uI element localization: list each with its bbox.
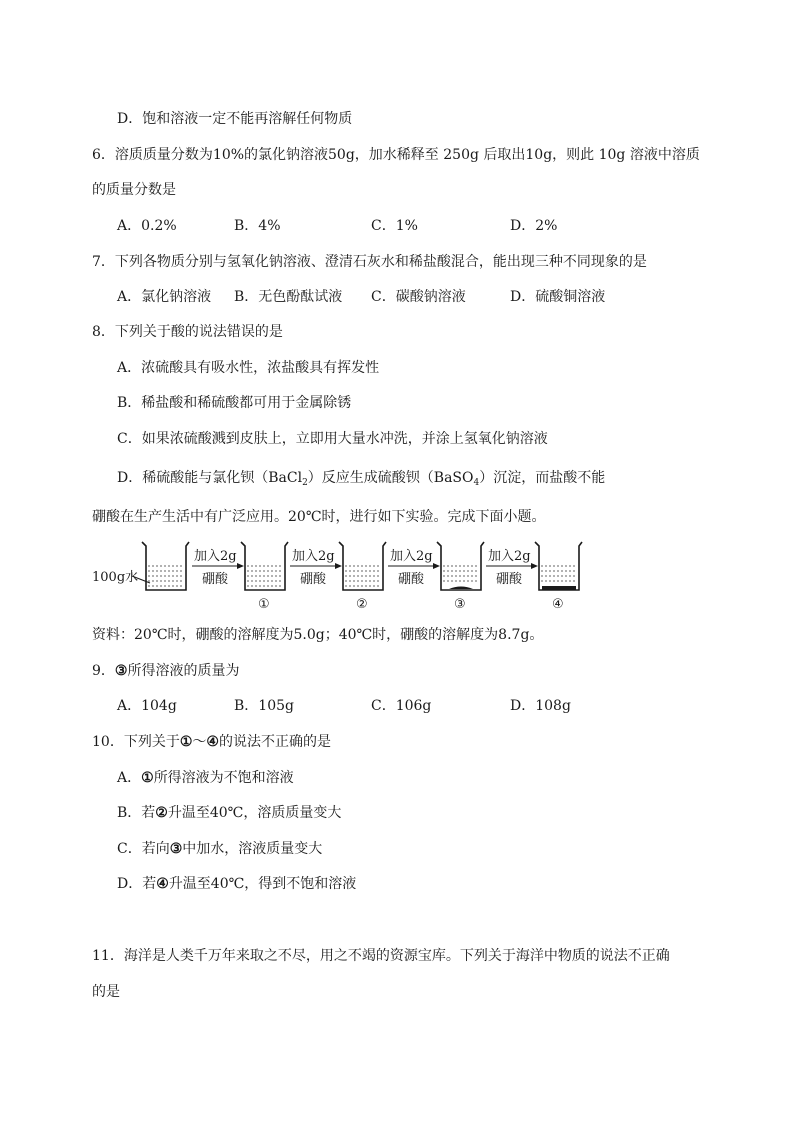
q6-stem-line1: 6．溶质质量分数为10%的氯化钠溶液50g，加水稀释至 250g 后取出10g，则此 10g 溶液中溶质 (92, 147, 700, 163)
q10-option-b-prefix: B．若 (117, 805, 156, 821)
q9-option-a: A．104g (117, 698, 177, 714)
beaker-1-label: ① (258, 597, 270, 612)
arrow-4-top-label: 加入2g (488, 549, 531, 564)
q9-stem (92, 661, 239, 681)
q8-option-d (117, 468, 605, 493)
q7-option-d: D．硫酸铜溶液 (510, 289, 606, 305)
q10-option-d-ref: ④ (156, 876, 169, 892)
q10-option-a-text: 所得溶液为不饱和溶液 (153, 770, 294, 786)
q10-option-b-text: 升温至40℃，溶质质量变大 (167, 805, 342, 821)
beaker-3 (437, 542, 484, 612)
q10-option-c-prefix: C．若向 (117, 841, 170, 857)
arrow-3-top-label: 加入2g (390, 549, 433, 564)
q10-option-a-ref: ① (141, 770, 154, 786)
q10-option-b-ref: ② (155, 805, 168, 821)
add-arrow-4 (486, 548, 538, 587)
q10-option-c (117, 839, 322, 859)
q6-option-d: D．2% (510, 218, 558, 234)
q6-option-c: C．1% (371, 218, 418, 234)
q10-option-d (117, 874, 356, 894)
q7-option-a: A．氯化钠溶液 (117, 289, 212, 305)
q5-option-d: D．饱和溶液一定不能再溶解任何物质 (117, 111, 353, 127)
beaker-2-label: ② (356, 597, 368, 612)
beaker-3-precipitate (449, 587, 473, 590)
add-arrow-3 (388, 548, 440, 587)
q9-stem-text: 所得溶液的质量为 (127, 663, 240, 679)
q8-stem: 8．下列关于酸的说法错误的是 (92, 324, 283, 340)
q9-number: 9． (92, 663, 115, 679)
arrow-2-bottom-label: 硼酸 (300, 572, 327, 587)
q10-ref-start: ① (179, 734, 193, 750)
q10-option-d-prefix: D．若 (117, 876, 157, 892)
q10-option-b (117, 803, 341, 823)
arrow-1-bottom-label: 硼酸 (202, 572, 229, 587)
q10-option-d-text: 升温至40℃，得到不饱和溶液 (168, 876, 357, 892)
arrow-1-top-label: 加入2g (194, 549, 237, 564)
q9-beaker-ref: ③ (114, 663, 128, 679)
q10-tilde: ～ (192, 734, 207, 750)
q8-option-d-sub-1: 2 (302, 478, 308, 488)
q7-option-c: C．碳酸钠溶液 (371, 289, 466, 305)
q8-option-d-text-3: ）沉淀，而盐酸不能 (479, 470, 606, 486)
q8-option-b: B．稀盐酸和稀硫酸都可用于金属除锈 (117, 395, 352, 411)
q8-option-d-text-1: D．稀硫酸能与氯化钡（BaCl (117, 470, 303, 486)
beaker-1 (241, 542, 288, 612)
add-arrow-1 (192, 548, 244, 587)
beaker-4-precipitate (542, 586, 576, 590)
arrow-2-top-label: 加入2g (292, 549, 335, 564)
q9-option-b: B．105g (234, 698, 294, 714)
beaker-3-label: ③ (454, 597, 466, 612)
q9-option-d: D．108g (510, 698, 571, 714)
q10-option-a-prefix: A． (117, 770, 142, 786)
q10-stem (92, 732, 331, 752)
q8-option-a: A．浓硫酸具有吸水性，浓盐酸具有挥发性 (117, 360, 380, 376)
boric-acid-experiment-diagram (92, 538, 592, 612)
solubility-info: 资料：20℃时，硼酸的溶解度为5.0g；40℃时，硼酸的溶解度为8.7g。 (92, 627, 544, 643)
q7-option-b: B．无色酚酞试液 (234, 289, 343, 305)
beaker-2 (339, 542, 386, 612)
q10-stem-pre: 10．下列关于 (92, 734, 180, 750)
q6-option-a: A．0.2% (117, 218, 177, 234)
q8-option-d-sub-2: 4 (473, 478, 480, 488)
q6-option-b: B．4% (234, 218, 281, 234)
q7-stem: 7．下列各物质分别与氢氧化钠溶液、澄清石灰水和稀盐酸混合，能出现三种不同现象的是 (92, 254, 647, 270)
beaker-4-label: ④ (552, 597, 564, 612)
arrow-4-bottom-label: 硼酸 (496, 572, 523, 587)
q8-option-d-text-2: ）反应生成硫酸钡（BaSO (307, 470, 474, 486)
q10-stem-post: 的说法不正确的是 (218, 734, 331, 750)
q6-stem-line2: 的质量分数是 (92, 182, 176, 198)
add-arrow-2 (290, 548, 342, 587)
q10-option-c-ref: ③ (169, 841, 183, 857)
q10-option-c-text: 中加水，溶液质量变大 (182, 841, 323, 857)
q10-option-a (117, 768, 294, 788)
q11-stem-line1: 11．海洋是人类千万年来取之不尽，用之不竭的资源宝库。下列关于海洋中物质的说法不正确 (92, 948, 670, 964)
q9-option-c: C．106g (371, 698, 432, 714)
q10-ref-end: ④ (206, 734, 219, 750)
water-label: 100g水 (92, 570, 139, 585)
boric-acid-intro: 硼酸在生产生活中有广泛应用。20℃时，进行如下实验。完成下面小题。 (92, 509, 546, 525)
arrow-3-bottom-label: 硼酸 (398, 572, 425, 587)
beaker-4 (535, 542, 582, 612)
q8-option-c: C．如果浓硫酸溅到皮肤上，立即用大量水冲洗，并涂上氢氧化钠溶液 (117, 431, 548, 447)
q11-stem-line2: 的是 (92, 984, 120, 1000)
